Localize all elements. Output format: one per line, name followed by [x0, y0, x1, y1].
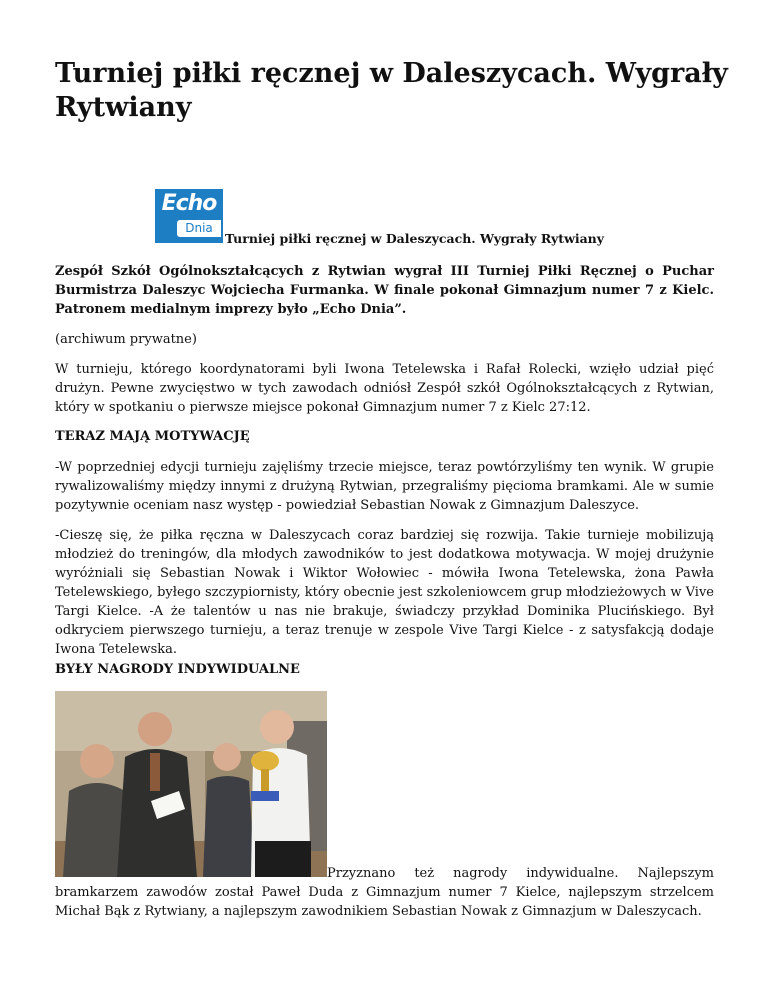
caption-indent: [55, 876, 327, 877]
section-heading: BYŁY NAGRODY INDYWIDUALNE: [55, 662, 300, 677]
award-photo-image: [55, 691, 327, 877]
paragraph: -W poprzedniej edycji turnieju zajęliśmy trzecie miejsce, teraz powtórzyliśmy ten wynik. W grupie rywalizowaliśmy między innymi z drużyną Rytwian, przegraliśmy pięcioma bramkami. Ale w sumie pozytywnie oceniam nasz występ - powiedział Sebastian Nowak z Gimnazjum Daleszyce.: [55, 460, 714, 513]
paragraph: W turnieju, którego koordynatorami byli Iwona Tetelewska i Rafał Rolecki, wzięło udział pięć drużyn. Pewne zwycięstwo w tych zawodach odniósł Zespół szkół Ogólnokształcących z Rytwian, który w spotkaniu o pierwsze miejsce pokonał Gimnazjum numer 7 z Kielc 27:12.: [55, 362, 714, 415]
logo-caption: Turniej piłki ręcznej w Daleszycach. Wygrały Rytwiany: [225, 231, 605, 246]
logo-dnia-text: Dnia: [177, 220, 221, 237]
logo-row: [155, 189, 715, 245]
article-title: Turniej piłki ręcznej w Daleszycach. Wygrały Rytwiany: [55, 58, 728, 123]
photo-source: (archiwum prywatne): [55, 332, 197, 347]
award-photo: [55, 691, 327, 877]
section-heading: TERAZ MAJĄ MOTYWACJĘ: [55, 429, 250, 444]
photo-caption-text: Przyznano też nagrody indywidualne. Najlepszym bramkarzem zawodów został Paweł Duda z Gimnazjum numer 7 Kielce, najlepszym strzelcem Michał Bąk z Rytwiany, a najlepszym zawodnikiem Sebastian Nowak z Gimnazjum w Daleszycach.: [55, 866, 714, 919]
article-lead: Zespół Szkół Ogólnokształcących z Rytwian wygrał III Turniej Piłki Ręcznej o Puchar Burmistrza Daleszyc Wojciecha Furmanka. W finale pokonał Gimnazjum numer 7 z Kielc. Patronem medialnym imprezy było „Echo Dnia”.: [55, 264, 714, 317]
photo-caption: [55, 864, 714, 921]
paragraph: -Cieszę się, że piłka ręczna w Daleszycach coraz bardziej się rozwija. Takie turnieje mobilizują młodzież do treningów, dla młodych zawodników to jest dodatkowa motywacja. W mojej drużynie wyróżniali się Sebastian Nowak i Wiktor Wołowiec - mówiła Iwona Tetelewska, żona Pawła Tetelewskiego, byłego szczypiornisty, który obecnie jest szkoleniowcem grup młodzieżowych w Vive Targi Kielce. -A że talentów u nas nie brakuje, świadczy przykład Dominika Plucińskiego. Był odkryciem pierwszego turnieju, a teraz trenuje w zespole Vive Targi Kielce - z satysfakcją dodaje Iwona Tetelewska.: [55, 528, 714, 657]
logo-echo-text: Echo: [161, 191, 217, 216]
echo-dnia-logo: [155, 189, 223, 243]
